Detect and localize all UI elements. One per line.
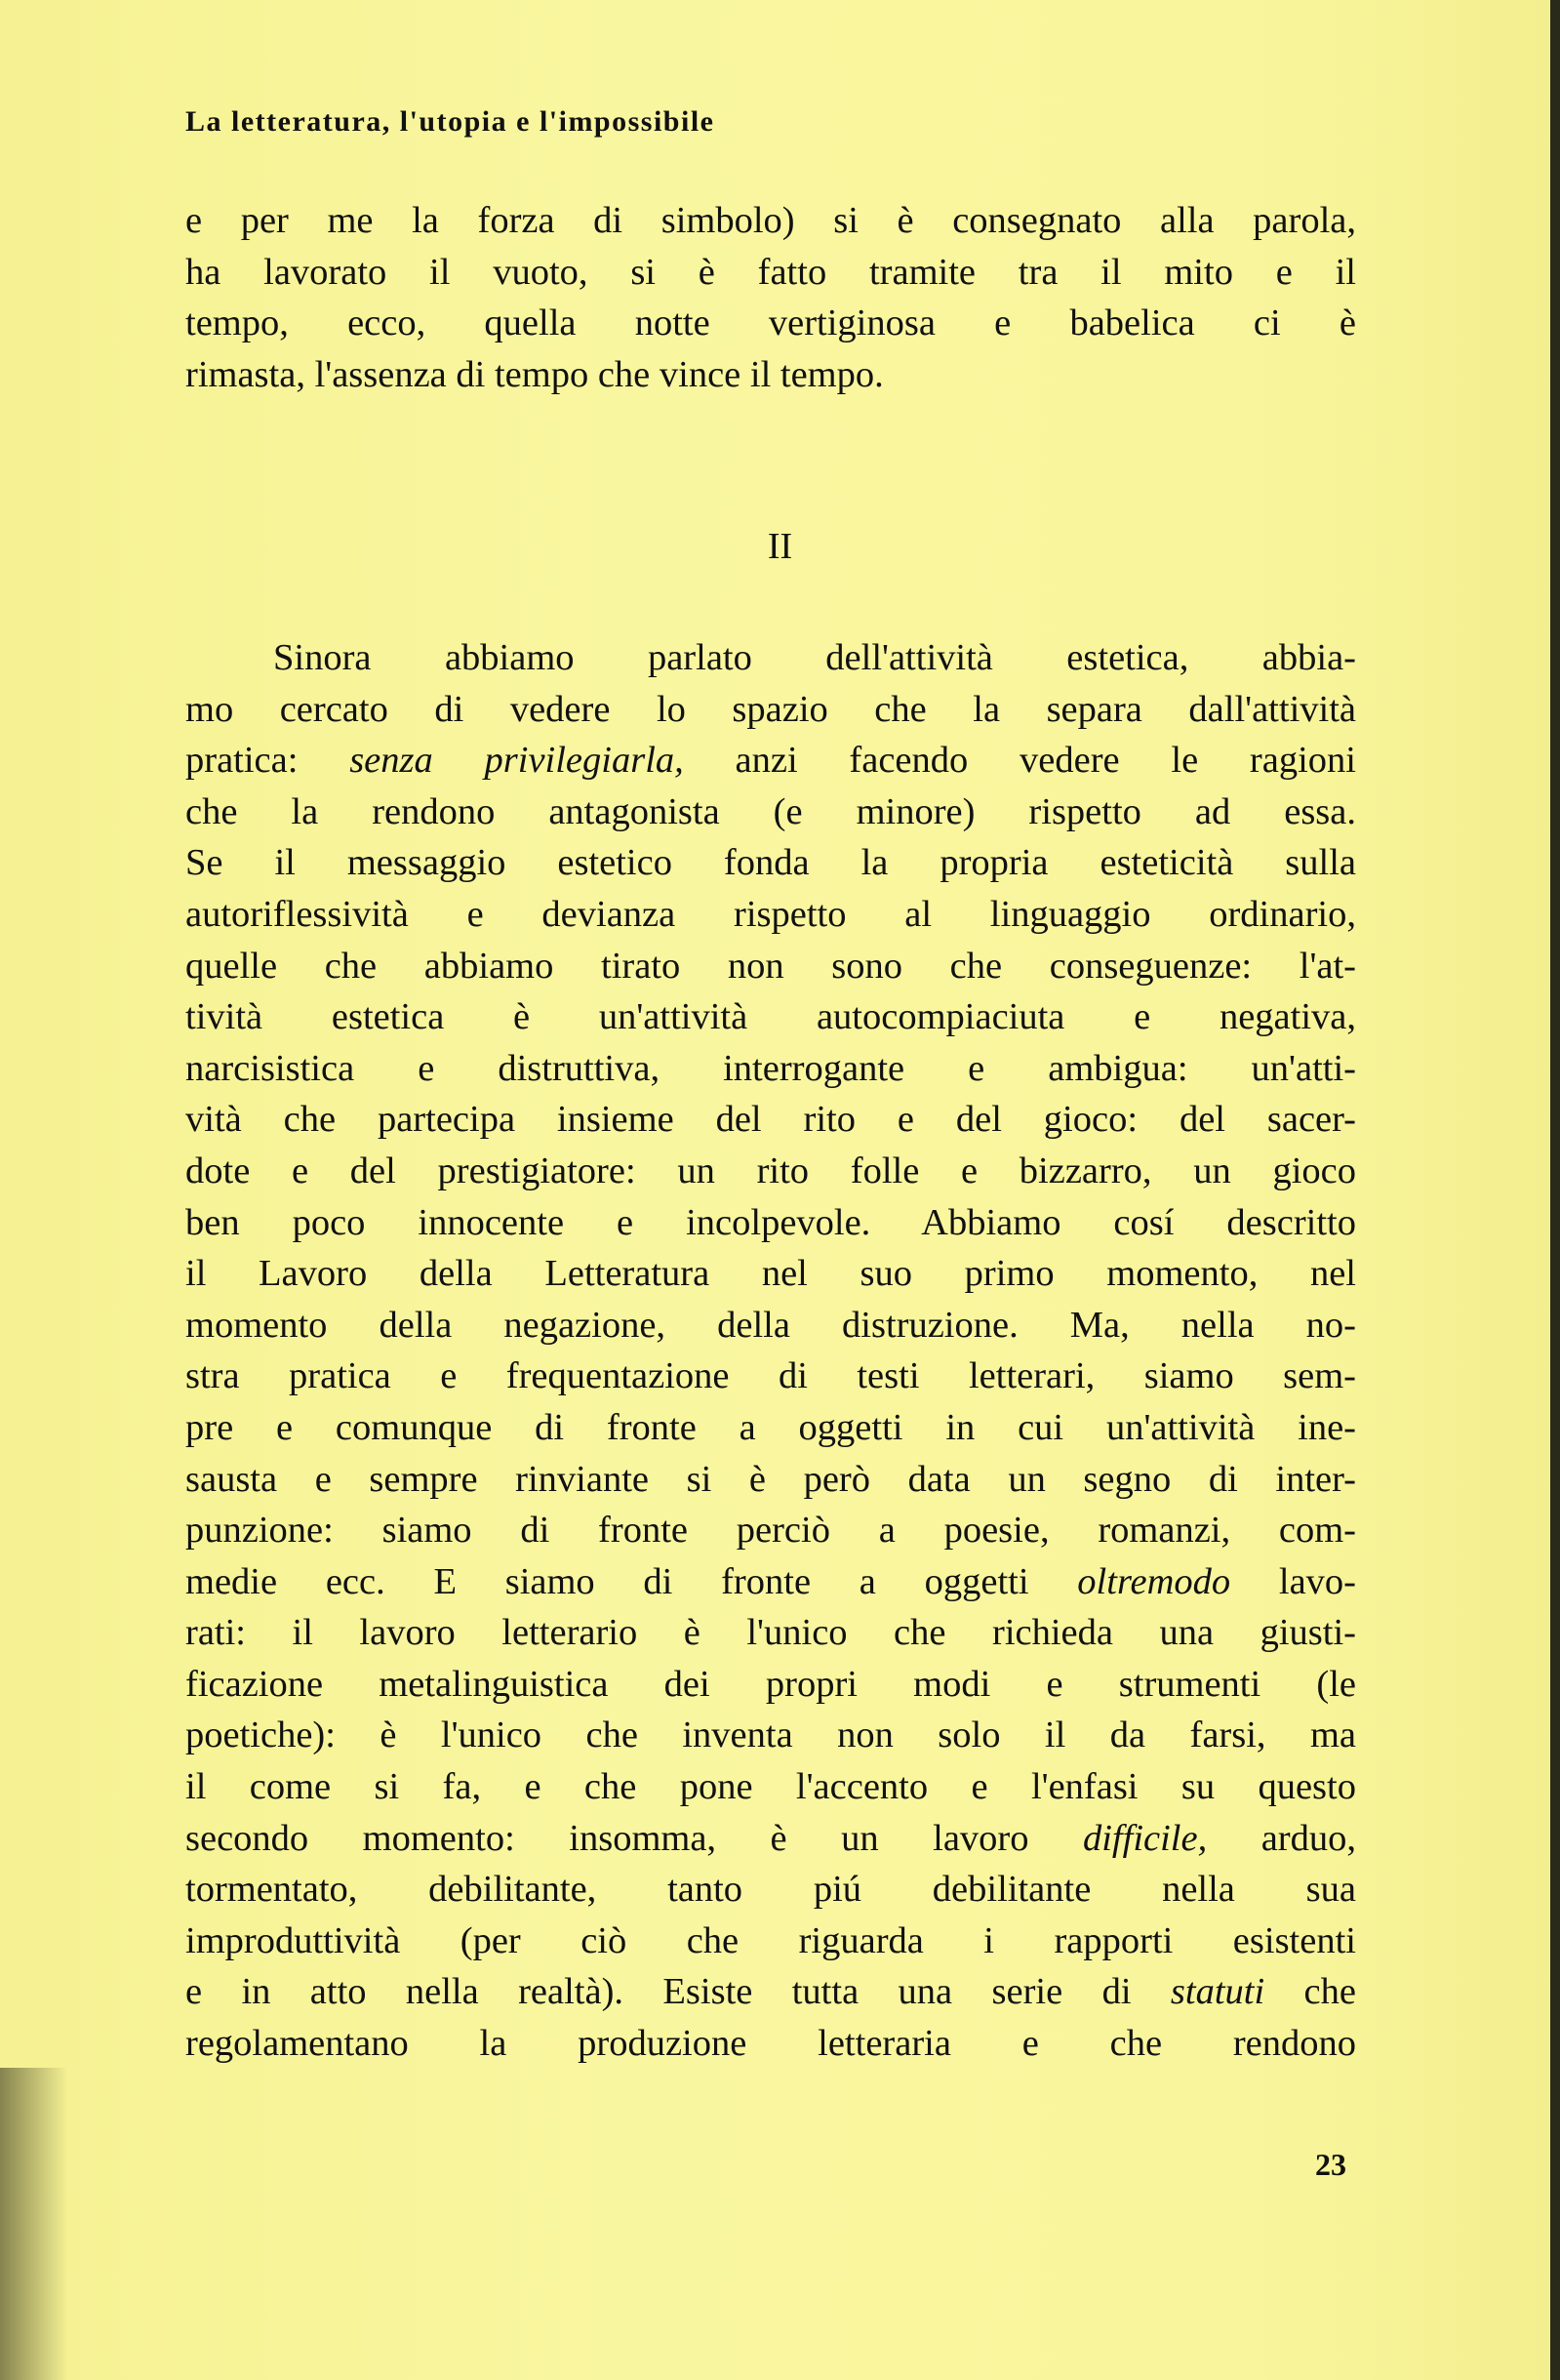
text-line: rimasta, l'assenza di tempo che vince il tempo.	[185, 353, 884, 395]
text-line: improduttività (per ciò che riguarda i rapporti esistenti	[185, 1919, 1356, 1961]
text-line: pre e comunque di fronte a oggetti in cui un'attività ine-	[185, 1406, 1356, 1448]
paragraph-main	[185, 632, 1356, 2070]
text-line: e in atto nella realtà). Esiste tutta una serie di statuti che	[185, 1971, 1356, 2013]
text-line: il come si fa, e che pone l'accento e l'enfasi su questo	[185, 1766, 1356, 1808]
text-line: vità che partecipa insieme del rito e del gioco: del sacer-	[185, 1099, 1356, 1141]
text-line: momento della negazione, della distruzione. Ma, nella no-	[185, 1304, 1356, 1346]
text-line: narcisistica e distruttiva, interrogante e ambigua: un'atti-	[185, 1047, 1356, 1089]
text-line: che la rendono antagonista (e minore) rispetto ad essa.	[185, 790, 1356, 832]
page-edge	[1550, 0, 1560, 2380]
text-line: autoriflessività e devianza rispetto al linguaggio ordinario,	[185, 893, 1356, 935]
text-line: ben poco innocente e incolpevole. Abbiamo cosí descritto	[185, 1201, 1356, 1243]
text-line: regolamentano la produzione letteraria e che rendono	[185, 2023, 1356, 2065]
running-head: La letteratura, l'utopia e l'impossibile	[185, 105, 715, 138]
text-line: sausta e sempre rinviante si è però data un segno di inter-	[185, 1458, 1356, 1500]
text-line: ha lavorato il vuoto, si è fatto tramite tra il mito e il	[185, 251, 1356, 293]
text-line: quelle che abbiamo tirato non sono che conseguenze: l'at-	[185, 945, 1356, 987]
page-number: 23	[1315, 2147, 1346, 2182]
text-line: stra pratica e frequentazione di testi letterari, siamo sem-	[185, 1355, 1356, 1397]
text-line: mo cercato di vedere lo spazio che la separa dall'attività	[185, 688, 1356, 730]
text-line: pratica: senza privilegiarla, anzi facendo vedere le ragioni	[185, 740, 1356, 782]
emphasis: oltremodo	[1077, 1560, 1231, 1602]
text-line: tormentato, debilitante, tanto piú debilitante nella sua	[185, 1869, 1356, 1911]
text-line: tempo, ecco, quella notte vertiginosa e babelica ci è	[185, 303, 1356, 344]
text-line: rati: il lavoro letterario è l'unico che richieda una giusti-	[185, 1612, 1356, 1654]
text-line: Se il messaggio estetico fonda la propria esteticità sulla	[185, 842, 1356, 884]
text-line: il Lavoro della Letteratura nel suo primo momento, nel	[185, 1253, 1356, 1295]
paragraph-top	[185, 195, 1356, 400]
emphasis: statuti	[1170, 1971, 1265, 2013]
text-line: Sinora abbiamo parlato dell'attività estetica, abbia-	[273, 637, 1356, 678]
emphasis: senza privilegiarla,	[349, 740, 684, 782]
text-line: tività estetica è un'attività autocompiaciuta e negativa,	[185, 996, 1356, 1038]
text-line: dote e del prestigiatore: un rito folle e bizzarro, un gioco	[185, 1150, 1356, 1191]
section-number: II	[767, 526, 793, 567]
text-line: punzione: siamo di fronte perciò a poesie, romanzi, com-	[185, 1510, 1356, 1552]
page-shadow	[0, 2068, 68, 2380]
text-line: ficazione metalinguistica dei propri modi e strumenti (le	[185, 1663, 1356, 1705]
text-line: medie ecc. E siamo di fronte a oggetti oltremodo lavo-	[185, 1560, 1356, 1602]
text-line: secondo momento: insomma, è un lavoro difficile, arduo,	[185, 1817, 1356, 1859]
text-line: poetiche): è l'unico che inventa non solo il da farsi, ma	[185, 1714, 1356, 1756]
emphasis: difficile,	[1082, 1817, 1208, 1859]
text-line: e per me la forza di simbolo) si è consegnato alla parola,	[185, 200, 1356, 241]
